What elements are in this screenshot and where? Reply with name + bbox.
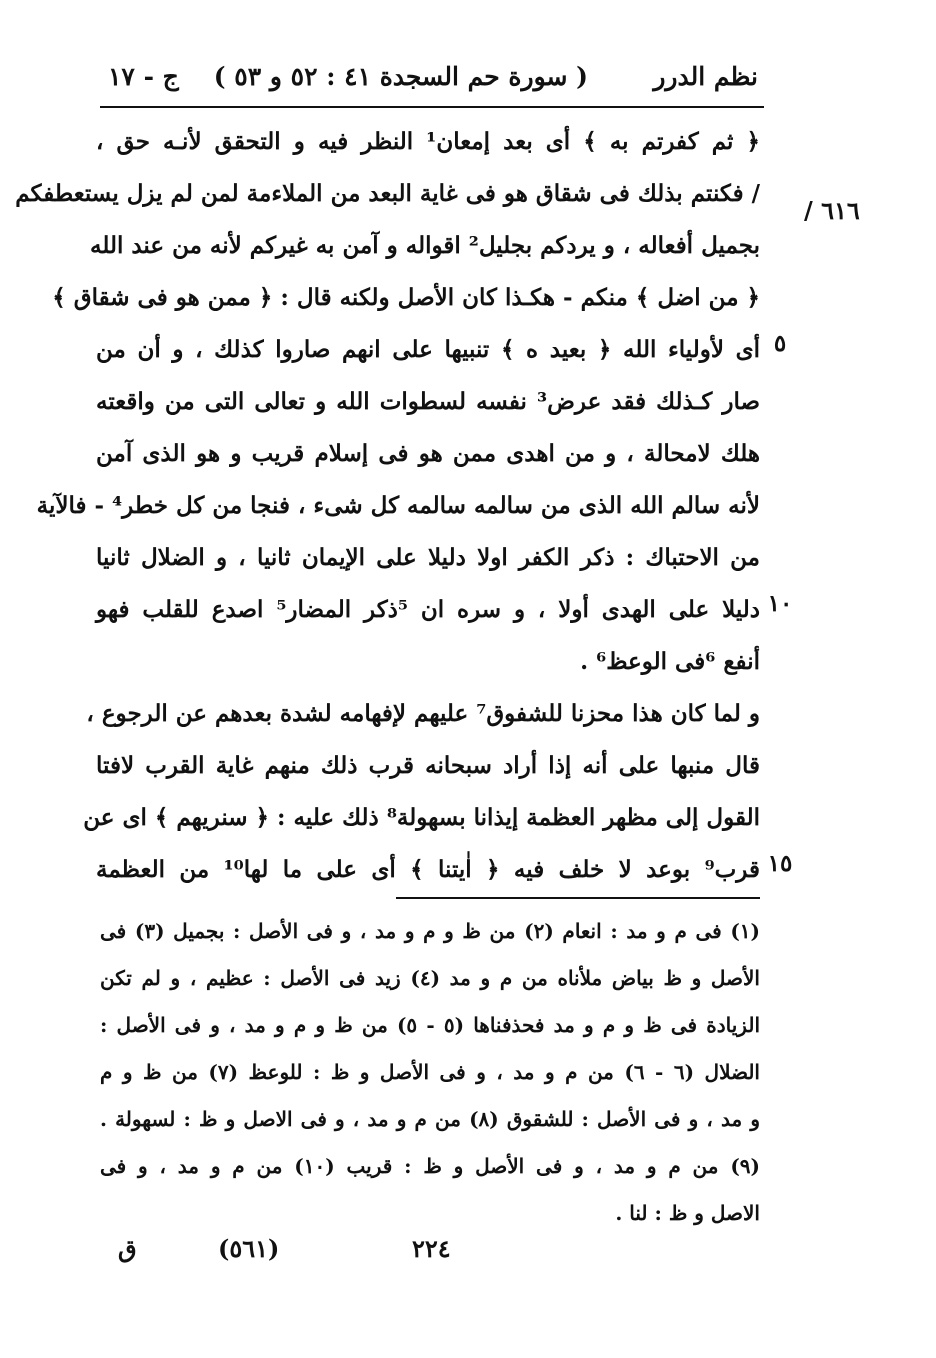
manuscript-reference: (٥٦١) — [218, 1234, 280, 1263]
text-line: قرب⁹ بوعد لا خلف فيه ﴿ اٰيتنا ﴾ أى على ما لها¹⁰ من العظمة — [96, 856, 760, 883]
header-rule — [100, 106, 764, 108]
page-footer — [100, 1228, 580, 1268]
main-text — [15, 116, 761, 896]
margin-page-reference: ٦١٦ / — [804, 196, 860, 225]
text-line: صار كـذلك فقد عرض³ نفسه لسطوات الله و تعالى التى من واقعته — [96, 388, 760, 415]
footnote-line: و مد ، و فى الأصل : للشقوق (٨) من م و مد ، و فى الاصل و ظ : لسهولة . — [100, 1107, 760, 1131]
text-line: أنفع ⁶فى الوعظ⁶ . — [580, 648, 760, 675]
running-header — [108, 58, 758, 104]
line-number: ١٠ — [767, 590, 793, 617]
text-line: لأنه سالم الله الذى من سالمه سالمه كل شىء ، فنجا من كل خطر⁴ - فالآية — [36, 492, 760, 519]
footnotes — [100, 908, 760, 1237]
surah-reference: ( سورة حم السجدة ٤١ : ٥٢ و ٥٣ ) — [213, 62, 588, 91]
book-title: نظم الدرر — [653, 62, 758, 91]
line-number: ٥ — [773, 330, 787, 357]
footnote-line: (٩) من م و مد ، و فى الأصل و ظ : قريب (١٠) من م و مد ، و فى — [100, 1154, 761, 1178]
footnote-line: الاصل و ظ : لنا . — [615, 1201, 760, 1225]
line-number: ١٥ — [767, 850, 793, 877]
footnote-line: الأصل و ظ بياض ملأناه من م و مد (٤) زيد فى الأصل : عظيم ، و لم تكن — [100, 966, 760, 990]
signature-mark: ق — [118, 1234, 137, 1263]
footnote-line: (١) فى م و مد : انعام (٢) من ظ و م و مد ، و فى الأصل : بجميل (٣) فى — [100, 919, 761, 943]
text-line: قال منبها على أنه إذا أراد سبحانه قرب ذلك منهم غاية القرب لافتا — [96, 752, 760, 779]
text-line: هلك لامحالة ، و من اهدى ممن هو فى إسلام قريب و هو الذى آمن — [96, 440, 761, 467]
footnote-rule — [396, 897, 760, 899]
text-line: و لما كان هذا محزنا للشفوق⁷ عليهم لإفهامه لشدة بعدهم عن الرجوع ، — [86, 700, 760, 727]
text-line: من الاحتباك : ذكر الكفر اولا دليلا على الإيمان ثانيا ، و الضلال ثانيا — [96, 544, 760, 571]
text-line: ﴿ ثم كفرتم به ﴾ أى بعد إمعان¹ النظر فيه و التحقق لأنـه حق ، — [96, 128, 760, 155]
page-number: ٢٢٤ — [412, 1234, 451, 1263]
text-line: ﴿ من اضل ﴾ منكم - هكـذا كان الأصل ولكنه قال : ﴿ ممن هو فى شقاق ﴾ — [52, 284, 760, 311]
text-line: القول إلى مظهر العظمة إيذانا بسهولة⁸ ذلك عليه : ﴿ سنريهم ﴾ اى عن — [83, 804, 760, 831]
juz-label: ج - ١٧ — [108, 62, 179, 91]
footnote-line: الزيادة فى ظ و م و مد فحذفناها (٥ - ٥) من ظ و م و مد ، و فى الأصل : — [100, 1013, 760, 1037]
footnote-line: الضلال (٦ - ٦) من م و مد ، و فى الأصل و ظ : للوعظ (٧) من ظ و م — [100, 1060, 760, 1084]
text-line: بجميل أفعاله ، و يردكم بجليل² اقواله و آمن به غيركم لأنه من عند الله — [90, 232, 760, 259]
text-line: أى لأولياء الله ﴿ بعيد ه ﴾ تنبيها على انهم صاروا كذلك ، و أن من — [96, 336, 760, 363]
text-line: / فكنتم بذلك فى شقاق هو فى غاية البعد من الملاءمة لمن لم يزل يستعطفكم — [15, 180, 760, 207]
text-line: دليلا على الهدى أولا ، و سره ان ⁵ذكر المضار⁵ اصدع للقلب فهو — [96, 596, 761, 623]
